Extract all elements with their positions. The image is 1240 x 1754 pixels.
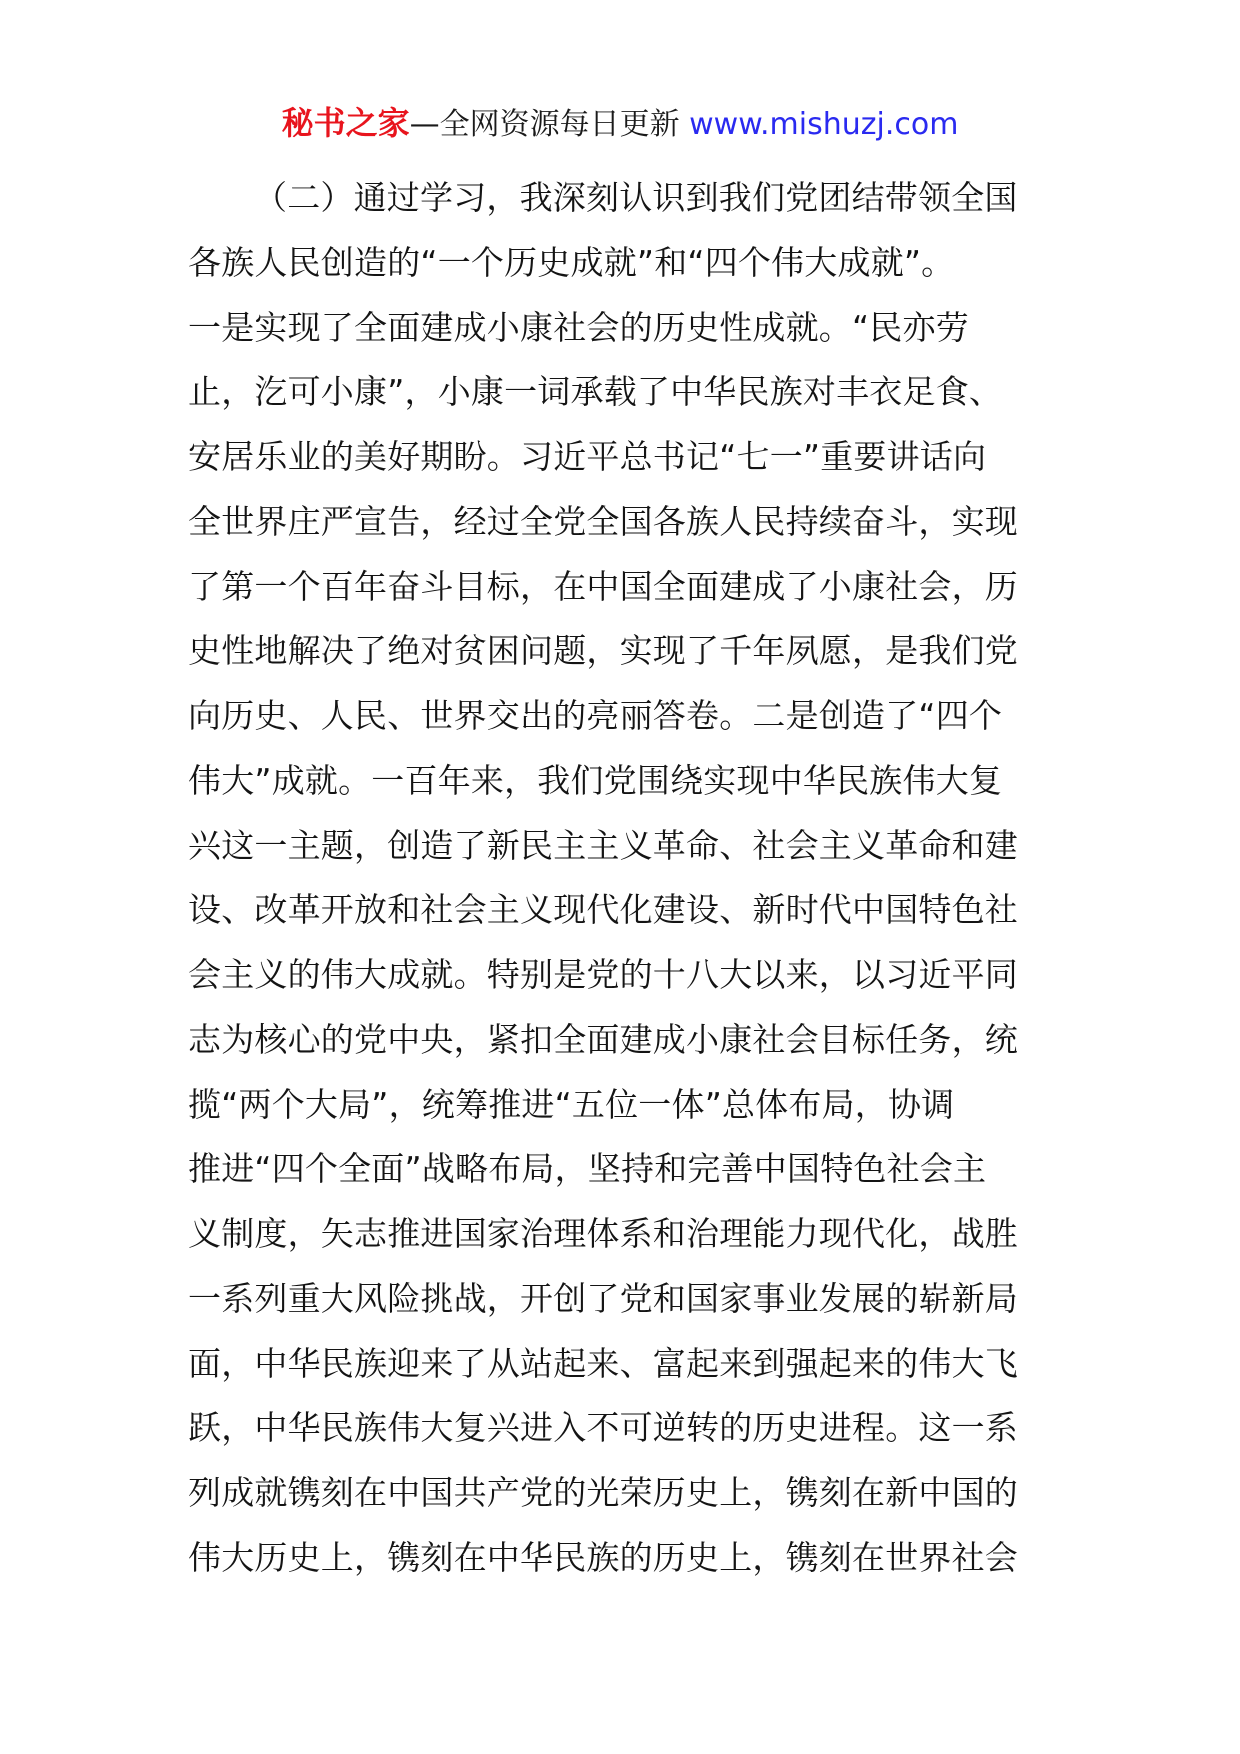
paragraph-line: 一是实现了全面建成小康社会的历史性成就。“民亦劳: [188, 307, 969, 347]
paragraph-line: 列成就镌刻在中国共产党的光荣历史上，镌刻在新中国的: [188, 1473, 1018, 1512]
paragraph-line: 义制度，矢志推进国家治理体系和治理能力现代化，战胜: [188, 1214, 1018, 1253]
paragraph-line: 止，汔可小康”，小康一词承载了中华民族对丰衣足食、: [188, 372, 1003, 412]
paragraph-line: 伟大”成就。一百年来，我们党围绕实现中华民族伟大复: [188, 760, 1003, 800]
paragraph-line: 各族人民创造的“一个历史成就”和“四个伟大成就”。: [188, 242, 955, 282]
paragraph-line: 跃，中华民族伟大复兴进入不可逆转的历史进程。这一系: [188, 1408, 1018, 1448]
site-header: [0, 103, 1240, 145]
paragraph-line: 志为核心的党中央，紧扣全面建成小康社会目标任务，统: [188, 1019, 1018, 1059]
brand-name: 秘书之家: [281, 104, 410, 142]
header-tagline: —全网资源每日更新: [409, 107, 690, 142]
paragraph-line: 推进“四个全面”战略布局，坚持和完善中国特色社会主: [188, 1149, 987, 1189]
paragraph-line: 面，中华民族迎来了从站起来、富起来到强起来的伟大飞: [188, 1343, 1018, 1383]
paragraph-line: 会主义的伟大成就。特别是党的十八大以来，以习近平同: [188, 955, 1018, 994]
site-url-link[interactable]: www.mishuzj.com: [689, 107, 959, 142]
paragraph-line: 一系列重大风险挑战，开创了党和国家事业发展的崭新局: [188, 1278, 1018, 1318]
paragraph-line: 兴这一主题，创造了新民主主义革命、社会主义革命和建: [188, 825, 1018, 865]
paragraph-line: 设、改革开放和社会主义现代化建设、新时代中国特色社: [188, 890, 1018, 930]
paragraph-line: 全世界庄严宣告，经过全党全国各族人民持续奋斗，实现: [188, 501, 1018, 541]
paragraph-line: （二）通过学习，我深刻认识到我们党团结带领全国: [254, 178, 1018, 217]
paragraph-line: 向历史、人民、世界交出的亮丽答卷。二是创造了“四个: [188, 696, 1003, 735]
paragraph-line: 伟大历史上，镌刻在中华民族的历史上，镌刻在世界社会: [188, 1537, 1018, 1577]
paragraph-line: 史性地解决了绝对贫困问题，实现了千年夙愿，是我们党: [188, 631, 1018, 671]
paragraph-line: 揽“两个大局”，统筹推进“五位一体”总体布局，协调: [188, 1084, 955, 1124]
document-body: [188, 166, 1058, 1591]
paragraph-line: 安居乐业的美好期盼。习近平总书记“七一”重要讲话向: [188, 437, 987, 476]
paragraph-line: 了第一个百年奋斗目标，在中国全面建成了小康社会，历: [188, 566, 1018, 606]
